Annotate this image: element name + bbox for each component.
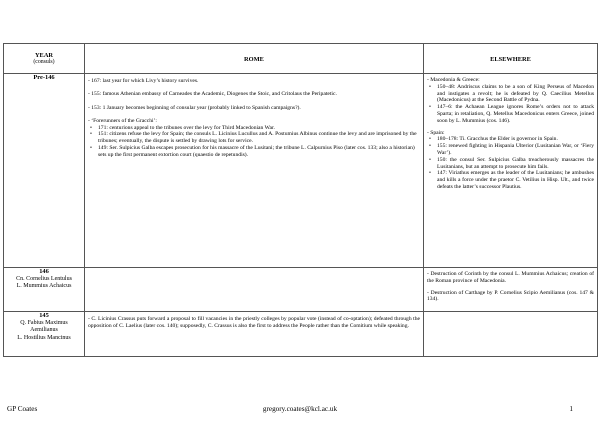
year-value: 146 [39,268,49,275]
rome-cell [85,268,424,312]
rome-cell [85,74,424,268]
year-column-header [4,44,85,74]
list-item: • 180–178: Ti. Gracchus the Elder is governor in Spain. [427,136,594,143]
year-value: Pre-146 [33,74,55,81]
list-item: • 150–48: Andriscus claims to be a son of King Perseus of Macedon and instigates a revolt; he is defeated by Q. Caecilius Metellus (Macedonicus) at the Second Battle of Pydna. [427,84,594,104]
table-row [4,312,598,357]
consul-name: L. Mummius Achaicus [16,283,72,290]
rome-entry: - 153: 1 January becomes beginning of consular year (probably linked to Spanish campaigns?). [88,104,301,111]
rome-entry: - 155: famous Athenian embassy of Carneades the Academic, Diogenes the Stoic, and Critolaus the Peripatetic. [88,91,337,98]
year-header-label: YEAR [34,52,54,59]
rome-cell [85,312,424,357]
year-cell [4,74,85,268]
elsewhere-entry: - Destruction of Corinth by the consul L. Mummius Achaicus; creation of the Roman province of Macedonia. [427,271,594,284]
year-header-sublabel: (consuls) [33,59,55,65]
elsewhere-heading: - Spain: [427,129,445,136]
elsewhere-cell [424,74,598,268]
list-item: • 147–6: the Achaean League ignores Rome’s orders not to attack Sparta; in retaliation, Q. Metellus Macedonicus enters Greece, joined soon by L. Mummius (cos. 146). [427,104,594,124]
list-item: • 151: citizens refuse the levy for Spain; the consuls L. Licinius Lucullus and A. Postumius Albinus continue the levy and are imprisoned by the tribunes; eventually, the dispute is settled by drawing lots for service. [88,131,420,145]
consul-name: Q. Fabius Maximus [20,319,68,326]
table-header-row [4,44,598,74]
rome-column-header: ROME [85,44,424,74]
year-value: 145 [39,312,49,319]
table-row [4,268,598,312]
spain-bullet-list [427,136,594,190]
rome-bullet-list [88,125,420,159]
list-item: • 155: renewed fighting in Hispania Ulterior (Lusitanian War, or ‘Fiery War’). [427,143,594,157]
elsewhere-entry: - Destruction of Carthage by P. Cornelius Scipio Aemilianus (cos. 147 & 134). [427,289,594,303]
footer-email[interactable]: gregory.coates@kcl.ac.uk [262,405,338,413]
list-item: • 147: Viriathus emerges as the leader of the Lusitanians; he ambushes and kills a force under the praetor C. Vetilius in Hisp. Ult., and twice defeats the latter’s successor Plautius. [427,170,594,190]
list-item: • 149: Ser. Sulpicius Galba escapes prosecution for his massacre of the Lusitani; the tribune L. Calpurnius Piso (later cos. 133; also a historian) sets up the first permanent extortion court (quaestio de repetundis). [88,145,420,159]
consul-name: Cn. Cornelius Lentulus [16,275,72,282]
elsewhere-heading: - Macedonia & Greece: [427,77,480,83]
elsewhere-cell [424,312,598,357]
consul-name: L. Hostilius Mancinus [17,334,71,341]
page-footer [0,405,600,417]
year-cell [4,268,85,312]
year-cell [4,312,85,357]
list-item: • 171: centurions appeal to the tribunes over the levy for Third Macedonian War. [88,125,420,132]
elsewhere-cell [424,268,598,312]
rome-entry: - 167: last year for which Livy’s history survives. [88,78,199,84]
page-number: 1 [569,405,573,413]
footer-author: GP Coates [7,405,38,413]
consul-name: Aemilianus [30,327,58,334]
elsewhere-column-header: ELSEWHERE [424,44,598,74]
timeline-table [3,43,598,357]
rome-entry: - ‘Forerunners of the Gracchi’: [88,117,157,124]
list-item: • 150: the consul Ser. Sulpicius Galba treacherously massacres the Lusitanians, but an attempt to prosecute him fails. [427,157,594,171]
table-row [4,74,598,268]
macedonia-bullet-list [427,84,594,125]
rome-entry: - C. Licinius Crassus puts forward a proposal to fill vacancies in the priestly colleges by popular vote (instead of co-optation); defeated through the opposition of C. Laelius (later cos. 140); supposedly, C. Crassus is also the first to address the People rather than the Comitium while speaking. [88,316,420,329]
